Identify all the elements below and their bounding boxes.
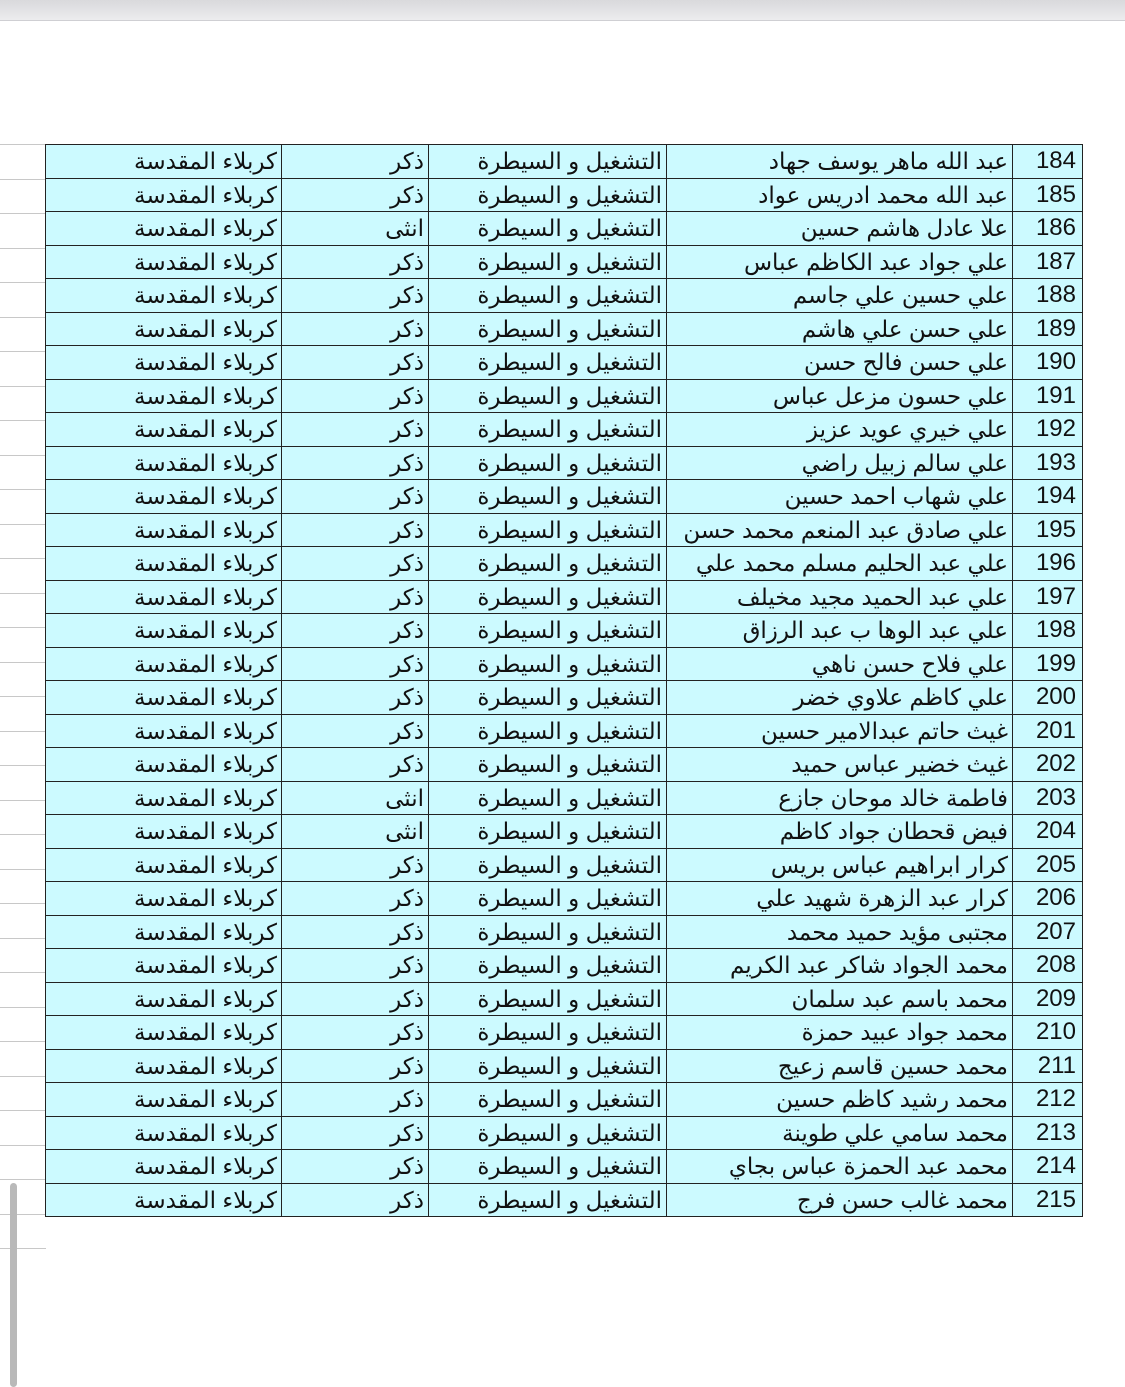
table-row (46, 647, 1083, 681)
table-row (46, 982, 1083, 1016)
city-cell[interactable]: كربلاء المقدسة (46, 949, 282, 983)
city-cell[interactable]: كربلاء المقدسة (46, 346, 282, 380)
gender-cell[interactable]: ذكر (282, 547, 429, 581)
name-cell[interactable]: علا عادل هاشم حسين (667, 212, 1013, 246)
city-cell[interactable]: كربلاء المقدسة (46, 446, 282, 480)
gridline (0, 1041, 46, 1042)
gender-cell[interactable]: ذكر (282, 178, 429, 212)
name-cell[interactable]: علي حسن علي هاشم (667, 312, 1013, 346)
name-cell[interactable]: علي عبد الوها ب عبد الرزاق (667, 614, 1013, 648)
gender-cell[interactable]: انثى (282, 781, 429, 815)
gender-cell[interactable]: ذكر (282, 882, 429, 916)
name-cell[interactable]: غيث خضير عباس حميد (667, 748, 1013, 782)
department-cell[interactable]: التشغيل و السيطرة (429, 145, 667, 179)
name-cell[interactable]: علي فلاح حسن ناهي (667, 647, 1013, 681)
gender-cell[interactable]: ذكر (282, 346, 429, 380)
gender-cell[interactable]: ذكر (282, 647, 429, 681)
city-cell[interactable]: كربلاء المقدسة (46, 379, 282, 413)
city-cell[interactable]: كربلاء المقدسة (46, 1150, 282, 1184)
city-cell[interactable]: كربلاء المقدسة (46, 614, 282, 648)
table-row (46, 346, 1083, 380)
table-row (46, 949, 1083, 983)
name-cell[interactable]: علي عبد الحميد مجيد مخيلف (667, 580, 1013, 614)
city-cell[interactable]: كربلاء المقدسة (46, 781, 282, 815)
department-cell[interactable]: التشغيل و السيطرة (429, 212, 667, 246)
gridline (0, 765, 46, 766)
name-cell[interactable]: علي حسون مزعل عباس (667, 379, 1013, 413)
gender-cell[interactable]: ذكر (282, 312, 429, 346)
city-cell[interactable]: كربلاء المقدسة (46, 848, 282, 882)
department-cell[interactable]: التشغيل و السيطرة (429, 513, 667, 547)
gridline (0, 593, 46, 594)
department-cell[interactable]: التشغيل و السيطرة (429, 714, 667, 748)
department-cell[interactable]: التشغيل و السيطرة (429, 882, 667, 916)
gender-cell[interactable]: ذكر (282, 848, 429, 882)
gender-cell[interactable]: ذكر (282, 614, 429, 648)
gridline (0, 317, 46, 318)
city-cell[interactable]: كربلاء المقدسة (46, 647, 282, 681)
table-row (46, 145, 1083, 179)
department-cell[interactable]: التشغيل و السيطرة (429, 949, 667, 983)
department-cell[interactable]: التشغيل و السيطرة (429, 1183, 667, 1217)
gridline (0, 662, 46, 663)
gridline (0, 938, 46, 939)
gridline (0, 524, 46, 525)
department-cell[interactable]: التشغيل و السيطرة (429, 1049, 667, 1083)
department-cell[interactable]: التشغيل و السيطرة (429, 1116, 667, 1150)
city-cell[interactable]: كربلاء المقدسة (46, 245, 282, 279)
row-number-cell[interactable]: 204 (1013, 815, 1083, 849)
city-cell[interactable]: كربلاء المقدسة (46, 748, 282, 782)
gridline (0, 972, 46, 973)
name-cell[interactable]: علي صادق عبد المنعم محمد حسن (667, 513, 1013, 547)
gridline (0, 731, 46, 732)
table-row (46, 681, 1083, 715)
name-cell[interactable]: علي عبد الحليم مسلم محمد علي (667, 547, 1013, 581)
department-cell[interactable]: التشغيل و السيطرة (429, 848, 667, 882)
row-number-cell[interactable]: 210 (1013, 1016, 1083, 1050)
gridline (0, 696, 46, 697)
name-cell[interactable]: علي خيري عويد عزيز (667, 413, 1013, 447)
department-cell[interactable]: التشغيل و السيطرة (429, 781, 667, 815)
row-number-cell[interactable]: 211 (1013, 1049, 1083, 1083)
gender-cell[interactable]: انثى (282, 212, 429, 246)
city-cell[interactable]: كربلاء المقدسة (46, 1049, 282, 1083)
row-number-cell[interactable]: 194 (1013, 480, 1083, 514)
department-cell[interactable]: التشغيل و السيطرة (429, 1150, 667, 1184)
table-row (46, 513, 1083, 547)
name-cell[interactable]: علي سالم زبيل راضي (667, 446, 1013, 480)
table-row (46, 1049, 1083, 1083)
row-number-cell[interactable]: 202 (1013, 748, 1083, 782)
table-row (46, 848, 1083, 882)
gender-cell[interactable]: ذكر (282, 1183, 429, 1217)
name-cell[interactable]: عبد الله ماهر يوسف جهاد (667, 145, 1013, 179)
row-number-cell[interactable]: 189 (1013, 312, 1083, 346)
department-cell[interactable]: التشغيل و السيطرة (429, 446, 667, 480)
gridline (0, 213, 46, 214)
city-cell[interactable]: كربلاء المقدسة (46, 1183, 282, 1217)
city-cell[interactable]: كربلاء المقدسة (46, 279, 282, 313)
name-cell[interactable]: مجتبى مؤيد حميد محمد (667, 915, 1013, 949)
gender-cell[interactable]: ذكر (282, 145, 429, 179)
table-row (46, 245, 1083, 279)
name-cell[interactable]: علي شهاب احمد حسين (667, 480, 1013, 514)
department-cell[interactable]: التشغيل و السيطرة (429, 915, 667, 949)
table-row (46, 279, 1083, 313)
department-cell[interactable]: التشغيل و السيطرة (429, 580, 667, 614)
name-cell[interactable]: محمد حسين قاسم زعيج (667, 1049, 1013, 1083)
gender-cell[interactable]: ذكر (282, 446, 429, 480)
city-cell[interactable]: كربلاء المقدسة (46, 1116, 282, 1150)
gender-cell[interactable]: ذكر (282, 480, 429, 514)
name-cell[interactable]: محمد عبد الحمزة عباس بجاي (667, 1150, 1013, 1184)
row-number-cell[interactable]: 188 (1013, 279, 1083, 313)
department-cell[interactable]: التشغيل و السيطرة (429, 413, 667, 447)
table-row (46, 1016, 1083, 1050)
city-cell[interactable]: كربلاء المقدسة (46, 1083, 282, 1117)
department-cell[interactable]: التشغيل و السيطرة (429, 178, 667, 212)
gender-cell[interactable]: ذكر (282, 915, 429, 949)
gender-cell[interactable]: ذكر (282, 245, 429, 279)
gridline (0, 248, 46, 249)
table-row (46, 1116, 1083, 1150)
city-cell[interactable]: كربلاء المقدسة (46, 1016, 282, 1050)
department-cell[interactable]: التشغيل و السيطرة (429, 312, 667, 346)
city-cell[interactable]: كربلاء المقدسة (46, 681, 282, 715)
table-row (46, 614, 1083, 648)
department-cell[interactable]: التشغيل و السيطرة (429, 279, 667, 313)
name-cell[interactable]: محمد رشيد كاظم حسين (667, 1083, 1013, 1117)
row-number-cell[interactable]: 195 (1013, 513, 1083, 547)
gender-cell[interactable]: ذكر (282, 1083, 429, 1117)
city-cell[interactable]: كربلاء المقدسة (46, 312, 282, 346)
table-row (46, 547, 1083, 581)
row-number-cell[interactable]: 196 (1013, 547, 1083, 581)
row-number-cell[interactable]: 192 (1013, 413, 1083, 447)
gridline (0, 1145, 46, 1146)
row-number-cell[interactable]: 197 (1013, 580, 1083, 614)
table-row (46, 915, 1083, 949)
gridline (0, 282, 46, 283)
city-cell[interactable]: كربلاء المقدسة (46, 145, 282, 179)
row-number-cell[interactable]: 190 (1013, 346, 1083, 380)
table-row (46, 882, 1083, 916)
name-cell[interactable]: محمد سامي علي طوينة (667, 1116, 1013, 1150)
gender-cell[interactable]: انثى (282, 815, 429, 849)
sheet-gridlines (0, 144, 46, 1250)
gridline (0, 834, 46, 835)
gridline (0, 558, 46, 559)
department-cell[interactable]: التشغيل و السيطرة (429, 480, 667, 514)
city-cell[interactable]: كربلاء المقدسة (46, 480, 282, 514)
table-row (46, 212, 1083, 246)
row-number-cell[interactable]: 184 (1013, 145, 1083, 179)
name-cell[interactable]: محمد باسم عبد سلمان (667, 982, 1013, 1016)
gridline (0, 1110, 46, 1111)
gridline (0, 489, 46, 490)
gridline (0, 455, 46, 456)
gridline (0, 1248, 46, 1249)
city-cell[interactable]: كربلاء المقدسة (46, 982, 282, 1016)
name-cell[interactable]: فاطمة خالد موحان جازع (667, 781, 1013, 815)
gender-cell[interactable]: ذكر (282, 748, 429, 782)
name-cell[interactable]: غيث حاتم عبدالامير حسين (667, 714, 1013, 748)
department-cell[interactable]: التشغيل و السيطرة (429, 647, 667, 681)
row-number-cell[interactable]: 187 (1013, 245, 1083, 279)
department-cell[interactable]: التشغيل و السيطرة (429, 982, 667, 1016)
row-number-cell[interactable]: 185 (1013, 178, 1083, 212)
gender-cell[interactable]: ذكر (282, 1016, 429, 1050)
name-cell[interactable]: محمد جواد عبيد حمزة (667, 1016, 1013, 1050)
row-number-cell[interactable]: 212 (1013, 1083, 1083, 1117)
name-cell[interactable]: عبد الله محمد ادريس عواد (667, 178, 1013, 212)
gender-cell[interactable]: ذكر (282, 413, 429, 447)
row-number-cell[interactable]: 213 (1013, 1116, 1083, 1150)
gridline (0, 903, 46, 904)
table-body (46, 145, 1083, 1217)
table-row (46, 1183, 1083, 1217)
gender-cell[interactable]: ذكر (282, 982, 429, 1016)
department-cell[interactable]: التشغيل و السيطرة (429, 547, 667, 581)
table-row (46, 379, 1083, 413)
table-row (46, 446, 1083, 480)
row-number-cell[interactable]: 199 (1013, 647, 1083, 681)
department-cell[interactable]: التشغيل و السيطرة (429, 614, 667, 648)
city-cell[interactable]: كربلاء المقدسة (46, 915, 282, 949)
department-cell[interactable]: التشغيل و السيطرة (429, 681, 667, 715)
row-number-cell[interactable]: 205 (1013, 848, 1083, 882)
row-number-cell[interactable]: 198 (1013, 614, 1083, 648)
name-cell[interactable]: محمد الجواد شاكر عبد الكريم (667, 949, 1013, 983)
viewer-top-bar (0, 0, 1125, 21)
table-row (46, 312, 1083, 346)
gridline (0, 1076, 46, 1077)
department-cell[interactable]: التشغيل و السيطرة (429, 245, 667, 279)
table-row (46, 413, 1083, 447)
table-row (46, 815, 1083, 849)
gender-cell[interactable]: ذكر (282, 1150, 429, 1184)
row-number-cell[interactable]: 209 (1013, 982, 1083, 1016)
table-row (46, 714, 1083, 748)
row-number-cell[interactable]: 215 (1013, 1183, 1083, 1217)
gridline (0, 351, 46, 352)
city-cell[interactable]: كربلاء المقدسة (46, 714, 282, 748)
gridline (0, 386, 46, 387)
table-row (46, 580, 1083, 614)
name-cell[interactable]: علي حسين علي جاسم (667, 279, 1013, 313)
name-cell[interactable]: فيض قحطان جواد كاظم (667, 815, 1013, 849)
city-cell[interactable]: كربلاء المقدسة (46, 178, 282, 212)
city-cell[interactable]: كربلاء المقدسة (46, 815, 282, 849)
row-number-cell[interactable]: 200 (1013, 681, 1083, 715)
gridline (0, 144, 46, 145)
city-cell[interactable]: كربلاء المقدسة (46, 212, 282, 246)
city-cell[interactable]: كربلاء المقدسة (46, 580, 282, 614)
row-number-cell[interactable]: 214 (1013, 1150, 1083, 1184)
vertical-scrollbar[interactable] (10, 1183, 17, 1387)
gridline (0, 627, 46, 628)
table-row (46, 1083, 1083, 1117)
city-cell[interactable]: كربلاء المقدسة (46, 547, 282, 581)
row-number-cell[interactable]: 193 (1013, 446, 1083, 480)
gridline (0, 179, 46, 180)
name-cell[interactable]: علي حسن فالح حسن (667, 346, 1013, 380)
gridline (0, 1214, 46, 1215)
employee-table (45, 144, 1083, 1217)
table-row (46, 178, 1083, 212)
name-cell[interactable]: علي جواد عبد الكاظم عباس (667, 245, 1013, 279)
gridline (0, 1179, 46, 1180)
department-cell[interactable]: التشغيل و السيطرة (429, 815, 667, 849)
gridline (0, 420, 46, 421)
city-cell[interactable]: كربلاء المقدسة (46, 513, 282, 547)
city-cell[interactable]: كربلاء المقدسة (46, 413, 282, 447)
department-cell[interactable]: التشغيل و السيطرة (429, 346, 667, 380)
row-number-cell[interactable]: 207 (1013, 915, 1083, 949)
row-number-cell[interactable]: 201 (1013, 714, 1083, 748)
row-number-cell[interactable]: 191 (1013, 379, 1083, 413)
gender-cell[interactable]: ذكر (282, 379, 429, 413)
department-cell[interactable]: التشغيل و السيطرة (429, 1083, 667, 1117)
row-number-cell[interactable]: 186 (1013, 212, 1083, 246)
name-cell[interactable]: كرار ابراهيم عباس بريس (667, 848, 1013, 882)
gridline (0, 869, 46, 870)
table-row (46, 1150, 1083, 1184)
gender-cell[interactable]: ذكر (282, 1116, 429, 1150)
department-cell[interactable]: التشغيل و السيطرة (429, 1016, 667, 1050)
gender-cell[interactable]: ذكر (282, 580, 429, 614)
city-cell[interactable]: كربلاء المقدسة (46, 882, 282, 916)
name-cell[interactable]: كرار عبد الزهرة شهيد علي (667, 882, 1013, 916)
table-row (46, 748, 1083, 782)
department-cell[interactable]: التشغيل و السيطرة (429, 379, 667, 413)
gridline (0, 1007, 46, 1008)
gender-cell[interactable]: ذكر (282, 1049, 429, 1083)
department-cell[interactable]: التشغيل و السيطرة (429, 748, 667, 782)
name-cell[interactable]: محمد غالب حسن فرج (667, 1183, 1013, 1217)
gridline (0, 800, 46, 801)
gender-cell[interactable]: ذكر (282, 513, 429, 547)
row-number-cell[interactable]: 208 (1013, 949, 1083, 983)
gender-cell[interactable]: ذكر (282, 681, 429, 715)
gender-cell[interactable]: ذكر (282, 279, 429, 313)
table-row (46, 480, 1083, 514)
row-number-cell[interactable]: 206 (1013, 882, 1083, 916)
row-number-cell[interactable]: 203 (1013, 781, 1083, 815)
table-row (46, 781, 1083, 815)
gender-cell[interactable]: ذكر (282, 714, 429, 748)
gender-cell[interactable]: ذكر (282, 949, 429, 983)
name-cell[interactable]: علي كاظم علاوي خضر (667, 681, 1013, 715)
